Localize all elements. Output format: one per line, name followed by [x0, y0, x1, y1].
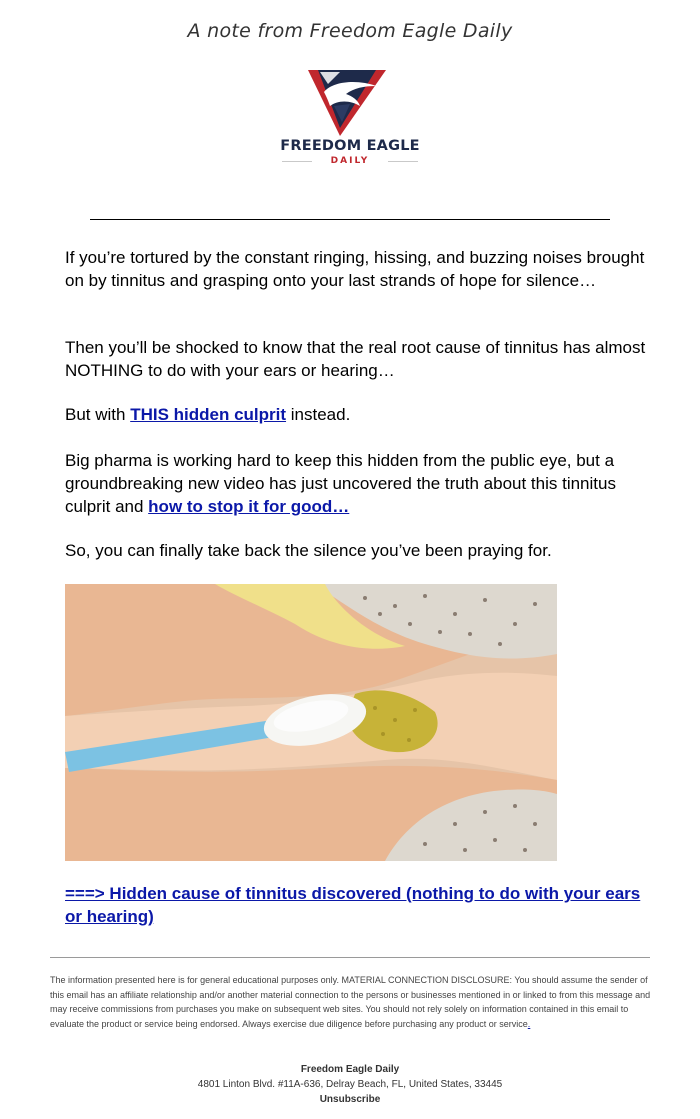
ear-canal-illustration: [65, 584, 557, 861]
company-address: 4801 Linton Blvd. #11A-636, Delray Beach, FL, United States, 33445: [197, 1079, 503, 1090]
hidden-cause-cta-link[interactable]: ===> Hidden cause of tinnitus discovered (nothing to do with your ears or hearing): [65, 884, 641, 926]
eagle-icon: [280, 66, 420, 138]
email-note-title: A note from Freedom Eagle Daily: [187, 20, 513, 42]
paragraph-5: [65, 539, 650, 562]
freedom-eagle-logo[interactable]: [280, 66, 420, 170]
stop-it-link[interactable]: how to stop it for good…: [148, 497, 350, 516]
unsubscribe-link[interactable]: Unsubscribe: [319, 1094, 381, 1105]
disclaimer-body: The information presented here is for general educational purposes only. MATERIAL CONNECTION DISCLOSURE: You should assume the sender of this email has an affiliate relationship and/or another material connection to the persons or businesses mentioned in or linked to from this message and may receive commissions from purchases you make on subsequent web sites. You should not rely solely on information contained in this email to evaluate the product or service being endorsed. Always exercise due diligence before purchasing any product or service: [50, 975, 651, 1029]
header-divider: [90, 219, 610, 220]
cta-container: [65, 882, 655, 928]
paragraph-3-before: But with: [65, 405, 131, 424]
footer-divider: [50, 957, 650, 958]
paragraph-3: [65, 403, 650, 426]
paragraph-2: [65, 336, 650, 382]
unsubscribe-container: [0, 1094, 700, 1105]
paragraph-1-text: If you’re tortured by the constant ringing, hissing, and buzzing noises brought on by tinnitus and grasping onto your last strands of hope for silence…: [65, 248, 645, 290]
paragraph-1: [65, 246, 650, 292]
paragraph-4: [65, 449, 650, 518]
hidden-culprit-link[interactable]: THIS hidden culprit: [130, 405, 287, 424]
paragraph-3-after: instead.: [286, 405, 351, 424]
paragraph-5-text: So, you can finally take back the silence you’ve been praying for.: [65, 541, 552, 560]
paragraph-2-text: Then you’ll be shocked to know that the real root cause of tinnitus has almost NOTHING to do with your ears or hearing…: [65, 338, 646, 380]
disclaimer-period-link[interactable]: .: [527, 1018, 531, 1029]
logo-sub-text: DAILY: [330, 156, 370, 166]
paragraph-4-text: Big pharma is working hard to keep this hidden from the public eye, but a groundbreaking new video has just uncovered the truth about this tinnitus culprit and: [65, 451, 616, 516]
disclaimer-text: [50, 973, 652, 1031]
logo-brand-text: FREEDOM EAGLE: [280, 138, 420, 154]
ear-canal-hero-image[interactable]: [65, 584, 557, 861]
company-name: Freedom Eagle Daily: [300, 1064, 400, 1075]
